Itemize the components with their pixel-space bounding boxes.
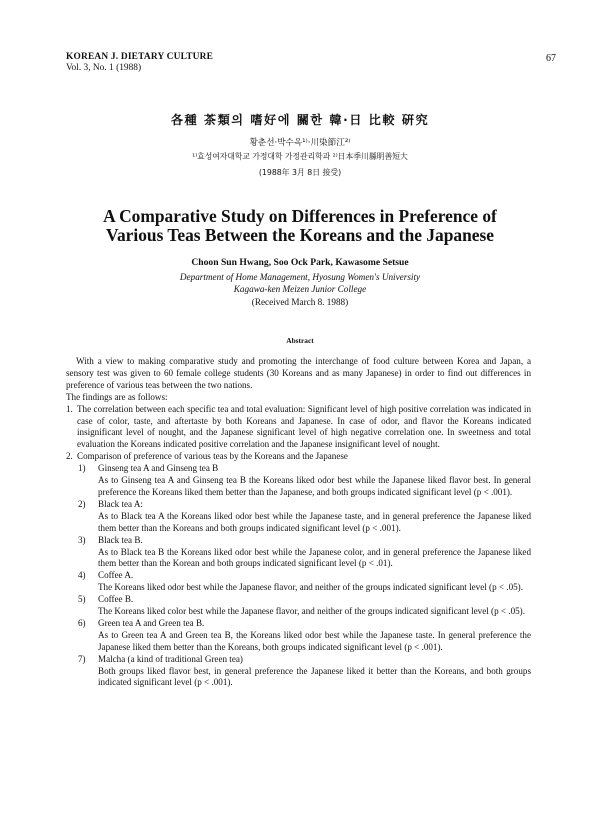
comparison-item-content bbox=[98, 618, 531, 654]
comparison-item-number: 3) bbox=[78, 534, 86, 545]
comparison-item-title: Coffee B. bbox=[98, 594, 134, 605]
running-header bbox=[66, 52, 213, 74]
comparison-item bbox=[78, 499, 531, 535]
comparison-item-text: The Koreans liked odor best while the Japanese flavor, and neither of the groups indicated significant level (p < .05). bbox=[98, 582, 523, 593]
journal-volume: Vol. 3, No. 1 (1988) bbox=[66, 63, 142, 73]
finding-text: Comparison of preference of various teas by the Koreans and the Japanese bbox=[77, 451, 348, 462]
comparison-item-number: 7) bbox=[78, 653, 86, 664]
english-affiliation bbox=[0, 271, 600, 296]
comparison-item-text: Both groups liked flavor best, in general preference the Japanese liked it better than the Koreans, and both groups indicated significant level (p < .001). bbox=[98, 665, 531, 688]
finding-number: 2. bbox=[66, 451, 73, 462]
comparison-item-title: Malcha (a kind of traditional Green tea) bbox=[98, 653, 243, 664]
comparison-item bbox=[78, 570, 531, 594]
comparison-item bbox=[78, 535, 531, 571]
english-title-line: Various Teas Between the Koreans and the Japanese bbox=[106, 225, 494, 245]
finding-number: 1. bbox=[66, 403, 73, 414]
comparison-item-number: 6) bbox=[78, 617, 86, 628]
journal-name: KOREAN J. DIETARY CULTURE bbox=[66, 52, 214, 62]
comparison-item-text: The Koreans liked color best while the Japanese flavor, and neither of the groups indicated significant level (p < .05). bbox=[98, 606, 525, 617]
comparison-item-title: Green tea A and Green tea B. bbox=[98, 617, 205, 628]
affiliation-line: Department of Home Management, Hyosung Women's University bbox=[179, 272, 421, 282]
comparison-item bbox=[78, 618, 531, 654]
finding-item bbox=[66, 404, 531, 452]
abstract-heading: Abstract bbox=[286, 336, 314, 345]
comparison-item-content bbox=[98, 654, 531, 690]
comparison-item bbox=[78, 654, 531, 690]
comparison-item-title: Ginseng tea A and Ginseng tea B bbox=[98, 463, 219, 474]
comparison-item-number: 5) bbox=[78, 594, 86, 605]
korean-received-date: (1988年 3月 8日 接受) bbox=[258, 168, 342, 177]
findings-intro: The findings are as follows: bbox=[66, 391, 168, 402]
comparison-item-number: 2) bbox=[78, 498, 86, 509]
korean-title: 各種 茶類의 嗜好에 關한 韓·日 比較 硏究 bbox=[170, 113, 430, 127]
comparison-item-content bbox=[98, 463, 531, 499]
abstract-body bbox=[66, 356, 531, 689]
comparison-item-text: As to Ginseng tea A and Ginseng tea B the Koreans liked odor best while the Japanese liked flavor best. In general preference the Koreans liked them better than the Japanese, and both groups indicated significant level (p < .001). bbox=[98, 475, 531, 497]
finding-item bbox=[66, 451, 531, 463]
english-received-date: (Received March 8. 1988) bbox=[251, 297, 349, 307]
finding-text: The correlation between each specific tea and total evaluation: Significant level of high positive correlation was indicated in case of color, taste, and aftertaste by both Koreans and Japanese. In case of odor, and flavor the Koreans indicated insignificant level of nought, and the Japanese significant level of high negative correlation one. In sweetness and total evaluation the Koreans indicated positive correlation and the Japanese insignificant level of nought. bbox=[77, 403, 531, 450]
comparison-item-content bbox=[98, 535, 531, 571]
comparison-item-text: As to Black tea B the Koreans liked odor best while the Japanese color, and in general preference the Japanese liked them better than the Korean and both groups indicated significant level (p < .01). bbox=[98, 546, 531, 569]
comparison-item-title: Coffee A. bbox=[98, 570, 134, 581]
comparison-item-content bbox=[98, 570, 531, 594]
english-title-line: A Comparative Study on Differences in Preference of bbox=[103, 206, 497, 226]
korean-affiliation: ¹⁾효성여자대학교 가정대학 가정관리학과 ²⁾日本季川縣明善短大 bbox=[192, 152, 408, 161]
korean-authors: 황춘선·박수옥¹⁾·川染節江²⁾ bbox=[249, 138, 351, 148]
affiliation-line: Kagawa-ken Meizen Junior College bbox=[233, 284, 367, 295]
comparison-item-number: 1) bbox=[78, 463, 86, 474]
page-number: 67 bbox=[546, 53, 556, 64]
abstract-intro: With a view to making comparative study and promoting the interchange of food culture between Korea and Japan, a sensory test was given to 60 female college students (30 Koreans and as many Japanese) in order to find out differences in preference of various teas between the two nations. bbox=[66, 356, 531, 390]
comparison-item-title: Black tea A: bbox=[98, 498, 143, 509]
english-authors: Choon Sun Hwang, Soo Ock Park, Kawasome Setsue bbox=[191, 257, 409, 268]
comparison-item-title: Black tea B. bbox=[98, 534, 143, 545]
comparison-list bbox=[66, 463, 531, 689]
comparison-item-number: 4) bbox=[78, 570, 86, 581]
english-title bbox=[0, 207, 600, 245]
comparison-item-content bbox=[98, 594, 531, 618]
comparison-item bbox=[78, 594, 531, 618]
comparison-item bbox=[78, 463, 531, 499]
comparison-item-content bbox=[98, 499, 531, 535]
comparison-item-text: As to Green tea A and Green tea B, the Koreans liked odor best while the Japanese taste. In general preference the Japanese liked them better than the Koreans, both groups indicated significant level (p < .001). bbox=[98, 629, 531, 652]
comparison-item-text: As to Black tea A the Koreans liked odor best while the Japanese taste, and in general preference the Japanese liked them better than the Koreans and both groups indicated significant level (p < .001). bbox=[98, 510, 531, 533]
